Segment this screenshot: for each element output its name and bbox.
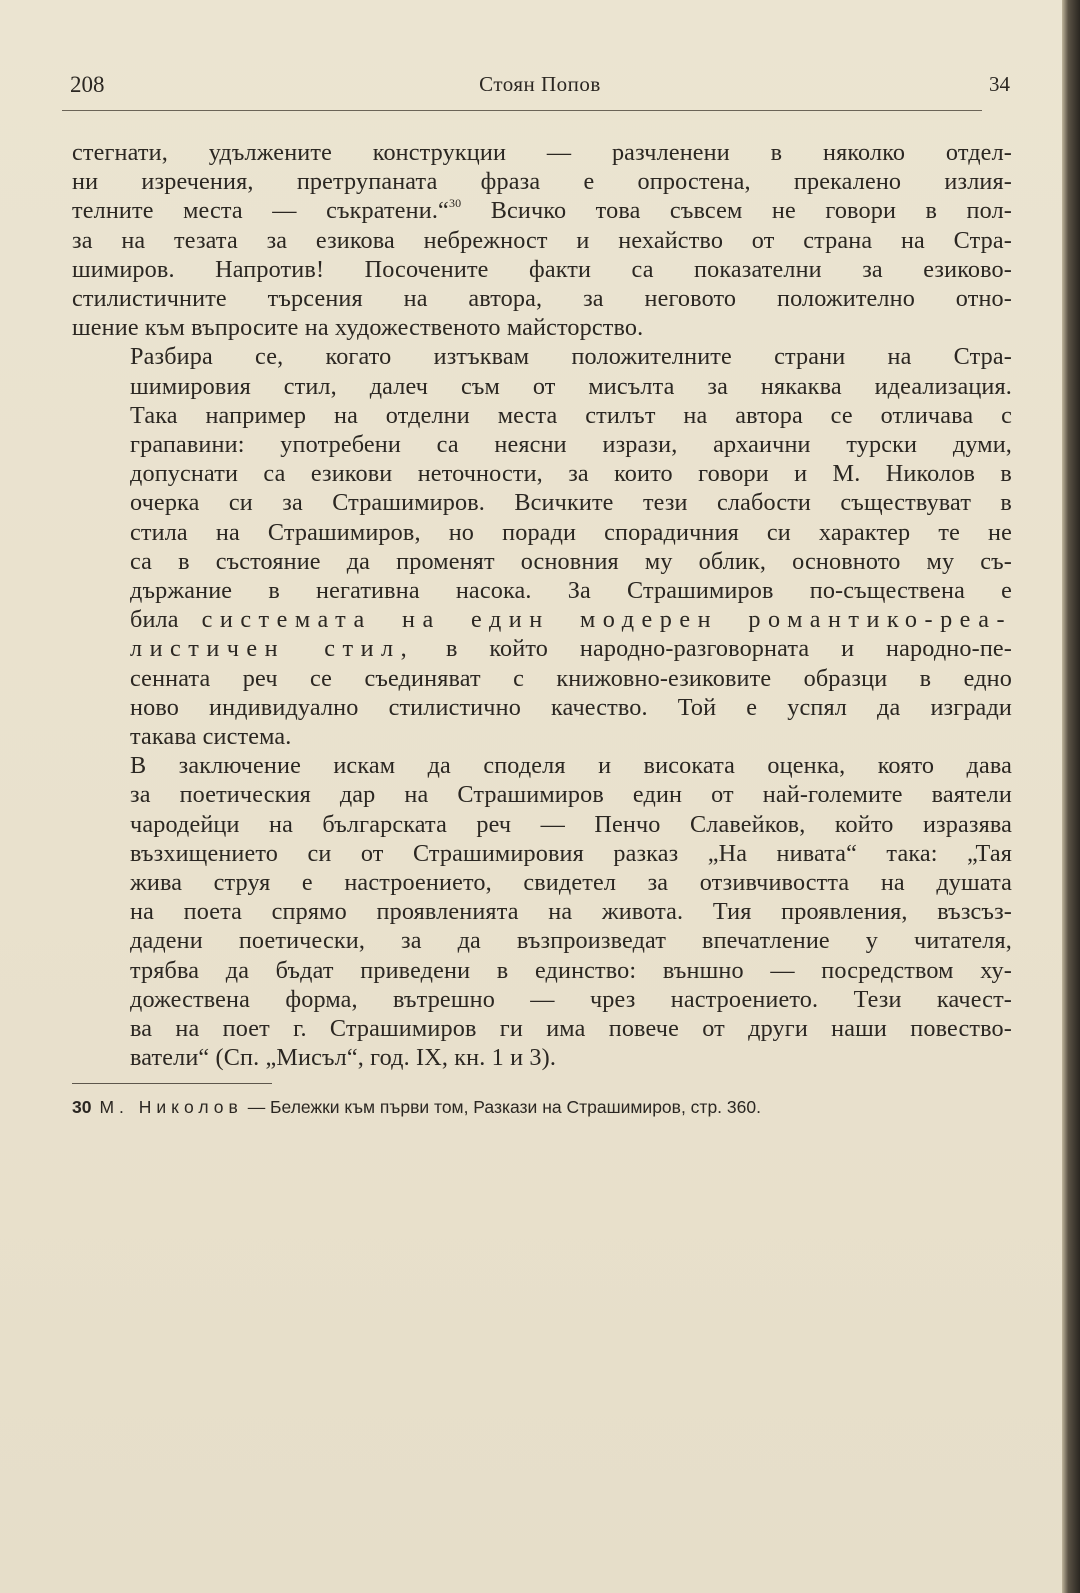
book-spine-shadow: [1062, 0, 1080, 1593]
text-line: са в състояние да променят основния му облик, основното му съ-: [130, 547, 1012, 575]
text-line: грапавини: употребени са неясни изрази, архаични турски думи,: [130, 431, 1012, 459]
footnote: [72, 1097, 1012, 1118]
spaced-emphasis: листичен стил,: [130, 635, 415, 663]
body-text: [72, 138, 1012, 1073]
footnote-text: — Бележки към първи том, Разкази на Страшимиров, стр. 360.: [242, 1097, 761, 1117]
text-line: стила на Страшимиров, но поради спорадичния си характер те не: [130, 518, 1012, 546]
text-line: възхищението си от Страшимировия разказ „На нивата“ така: „Тая: [130, 839, 1012, 867]
footnote-ref: 30: [448, 196, 462, 211]
paragraph: [72, 138, 1012, 342]
text-line: трябва да бъдат приведени в единство: външно — посредством ху-: [130, 956, 1012, 984]
footnote-rule: [72, 1083, 272, 1084]
text-line: на поета спрямо проявленията на живота. Тия проявления, възсъз-: [130, 898, 1012, 926]
text-line: такава система.: [130, 723, 292, 751]
text-line: сенната реч се съединяват с книжовно-езиковите образци в едно: [130, 664, 1012, 692]
text-line: била системата на един модерен романтико-реа-: [130, 606, 1012, 634]
text-line: допуснати са езикови неточности, за които говори и М. Николов в: [130, 460, 1012, 488]
page-header: [70, 72, 1010, 104]
text-line: държание в негативна насока. За Страшимиров по-съществена е: [130, 577, 1012, 605]
text-line: шимировия стил, далеч съм от мисълта за някаква идеализация.: [130, 372, 1012, 400]
running-title: Стоян Попов: [479, 72, 601, 96]
text-line: Така например на отделни места стилът на автора се отличава с: [130, 401, 1012, 429]
text-line: чародейци на българската реч — Пенчо Славейков, който изразява: [130, 810, 1012, 838]
text-line: дадени поетически, за да възпроизведат впечатление у читателя,: [130, 927, 1012, 955]
text-line: очерка си за Страшимиров. Всичките тези слабости съществуват в: [130, 489, 1012, 517]
text-line: шимиров. Напротив! Посочените факти са показателни за езиково-: [72, 255, 1012, 283]
footnote-number: 30: [72, 1097, 92, 1117]
text-line: шение към въпросите на художественото майсторство.: [72, 314, 644, 342]
text-line: ни изречения, претрупаната фраза е опростена, прекалено излия-: [72, 168, 1012, 196]
text-line: за поетическия дар на Страшимиров един от най-големите ваятели: [130, 781, 1012, 809]
text-line: за на тезата за езикова небрежност и нехайство от страна на Стра-: [72, 226, 1012, 254]
text-line: телните места — съкратени.“$^{30}$ Всичко това съвсем не говори в пол-: [72, 196, 1013, 225]
text-line: Разбира се, когато изтъквам положителните страни на Стра-: [130, 343, 1012, 371]
text-line: стилистичните търсения на автора, за неговото положително отно-: [72, 285, 1012, 313]
paragraph: [72, 751, 1012, 1072]
text-line: В заключение искам да споделя и високата оценка, която дава: [130, 752, 1012, 780]
text-line: жива струя е настроението, свидетел за отзивчивостта на душата: [130, 869, 1012, 897]
spaced-emphasis: системата на един модерен романтико-реа-: [201, 606, 1012, 634]
footnote-author: М. Николов: [99, 1097, 243, 1117]
text-line: стегнати, удължените конструкции — разчленени в няколко отдел-: [72, 139, 1012, 166]
page-number: 208: [70, 72, 105, 97]
text-line: ва на поет г. Страшимиров ги има повече от други наши повество-: [130, 1015, 1012, 1043]
text-line: листичен стил, в който народно-разговорната и народно-пе-: [130, 635, 1012, 663]
paragraph: [72, 342, 1012, 751]
text-line: ново индивидуално стилистично качество. Той е успял да изгради: [130, 693, 1012, 721]
text-line: дожествена форма, вътрешно — чрез настроението. Тези качест-: [130, 985, 1012, 1013]
text-line: ватели“ (Сп. „Мисъл“, год. IX, кн. 1 и 3).: [130, 1044, 557, 1072]
signature-mark: 34: [989, 72, 1010, 96]
header-rule: [62, 110, 982, 111]
